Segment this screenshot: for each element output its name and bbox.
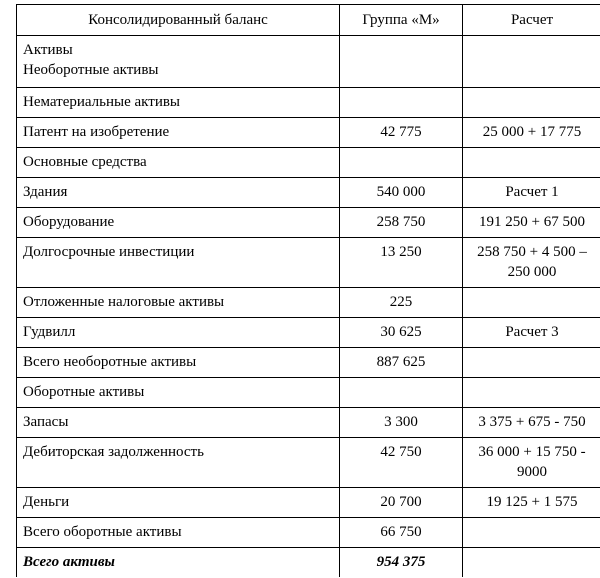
row-label-line: Необоротные активы [23,62,159,78]
row-label-line: Запасы [23,414,69,430]
row-label [17,88,340,118]
group-value: 20 700 [340,488,463,518]
group-value [340,88,463,118]
group-value: 258 750 [340,208,463,238]
row-label [17,378,340,408]
row-label [17,238,340,288]
group-value [340,148,463,178]
row-label-line: Дебиторская задолженность [23,444,204,460]
row-label [17,408,340,438]
table-row [17,238,600,288]
row-label [17,118,340,148]
calculation [463,36,600,88]
row-label-line: Всего оборотные активы [23,524,182,540]
row-label-line: Отложенные налоговые активы [23,294,225,310]
calculation [463,148,600,178]
table-row [17,378,600,408]
calculation-line: 258 750 + 4 500 – [477,244,587,260]
calculation [463,178,600,208]
calculation-line: Расчет 3 [505,324,559,340]
row-label-line: Долгосрочные инвестиции [23,244,195,260]
group-value: 3 300 [340,408,463,438]
row-label [17,488,340,518]
group-value: 42 750 [340,438,463,488]
group-value: 42 775 [340,118,463,148]
calculation-line: 9000 [517,464,547,480]
group-value: 66 750 [340,518,463,548]
row-label [17,288,340,318]
calculation [463,288,600,318]
calculation [463,378,600,408]
table-row [17,118,600,148]
group-value [340,36,463,88]
calculation [463,88,600,118]
calculation [463,348,600,378]
row-label [17,518,340,548]
row-label-line: Здания [23,184,68,200]
header-item: Консолидированный баланс [17,5,340,36]
table-row [17,318,600,348]
table-row [17,408,600,438]
table-row [17,288,600,318]
row-label-line: Активы [23,42,73,58]
table-row [17,148,600,178]
calculation-line: Расчет 1 [505,184,559,200]
row-label-line: Патент на изобретение [23,124,170,140]
header-calc: Расчет [463,5,600,36]
row-label-line: Основные средства [23,154,147,170]
table-row [17,438,600,488]
row-label-line: Оборудование [23,214,115,230]
group-value: 13 250 [340,238,463,288]
calculation [463,208,600,238]
group-value: 887 625 [340,348,463,378]
row-label [17,148,340,178]
table-row [17,488,600,518]
row-label-line: Нематериальные активы [23,94,181,110]
group-value: 225 [340,288,463,318]
row-label [17,178,340,208]
calculation [463,118,600,148]
row-label [17,348,340,378]
calculation [463,438,600,488]
table-row [17,36,600,88]
row-label [17,318,340,348]
calculation [463,318,600,348]
group-value [340,378,463,408]
calculation-line: 19 125 + 1 575 [486,494,578,510]
row-label-line: Всего активы [23,554,115,570]
calculation-line: 3 375 + 675 - 750 [478,414,586,430]
group-value: 540 000 [340,178,463,208]
row-label-line: Всего необоротные активы [23,354,197,370]
header-group: Группа «М» [340,5,463,36]
balance-rows [17,36,600,578]
row-label-line: Гудвилл [23,324,76,340]
row-label [17,208,340,238]
table-row [17,348,600,378]
calculation-line: 191 250 + 67 500 [479,214,585,230]
row-label [17,548,340,578]
row-label-line: Деньги [23,494,70,510]
table-row [17,178,600,208]
calculation-line: 250 000 [507,264,557,280]
row-label [17,36,340,88]
calculation [463,488,600,518]
table-row [17,548,600,578]
table-row [17,518,600,548]
calculation [463,238,600,288]
header-row [17,5,600,36]
calculation-line: 36 000 + 15 750 - [478,444,586,460]
calculation [463,408,600,438]
group-value: 954 375 [340,548,463,578]
calculation [463,518,600,548]
group-value: 30 625 [340,318,463,348]
table-row [17,88,600,118]
calculation [463,548,600,578]
row-label [17,438,340,488]
row-label-line: Оборотные активы [23,384,145,400]
consolidated-balance-table [16,4,600,577]
calculation-line: 25 000 + 17 775 [482,124,582,140]
table-row [17,208,600,238]
